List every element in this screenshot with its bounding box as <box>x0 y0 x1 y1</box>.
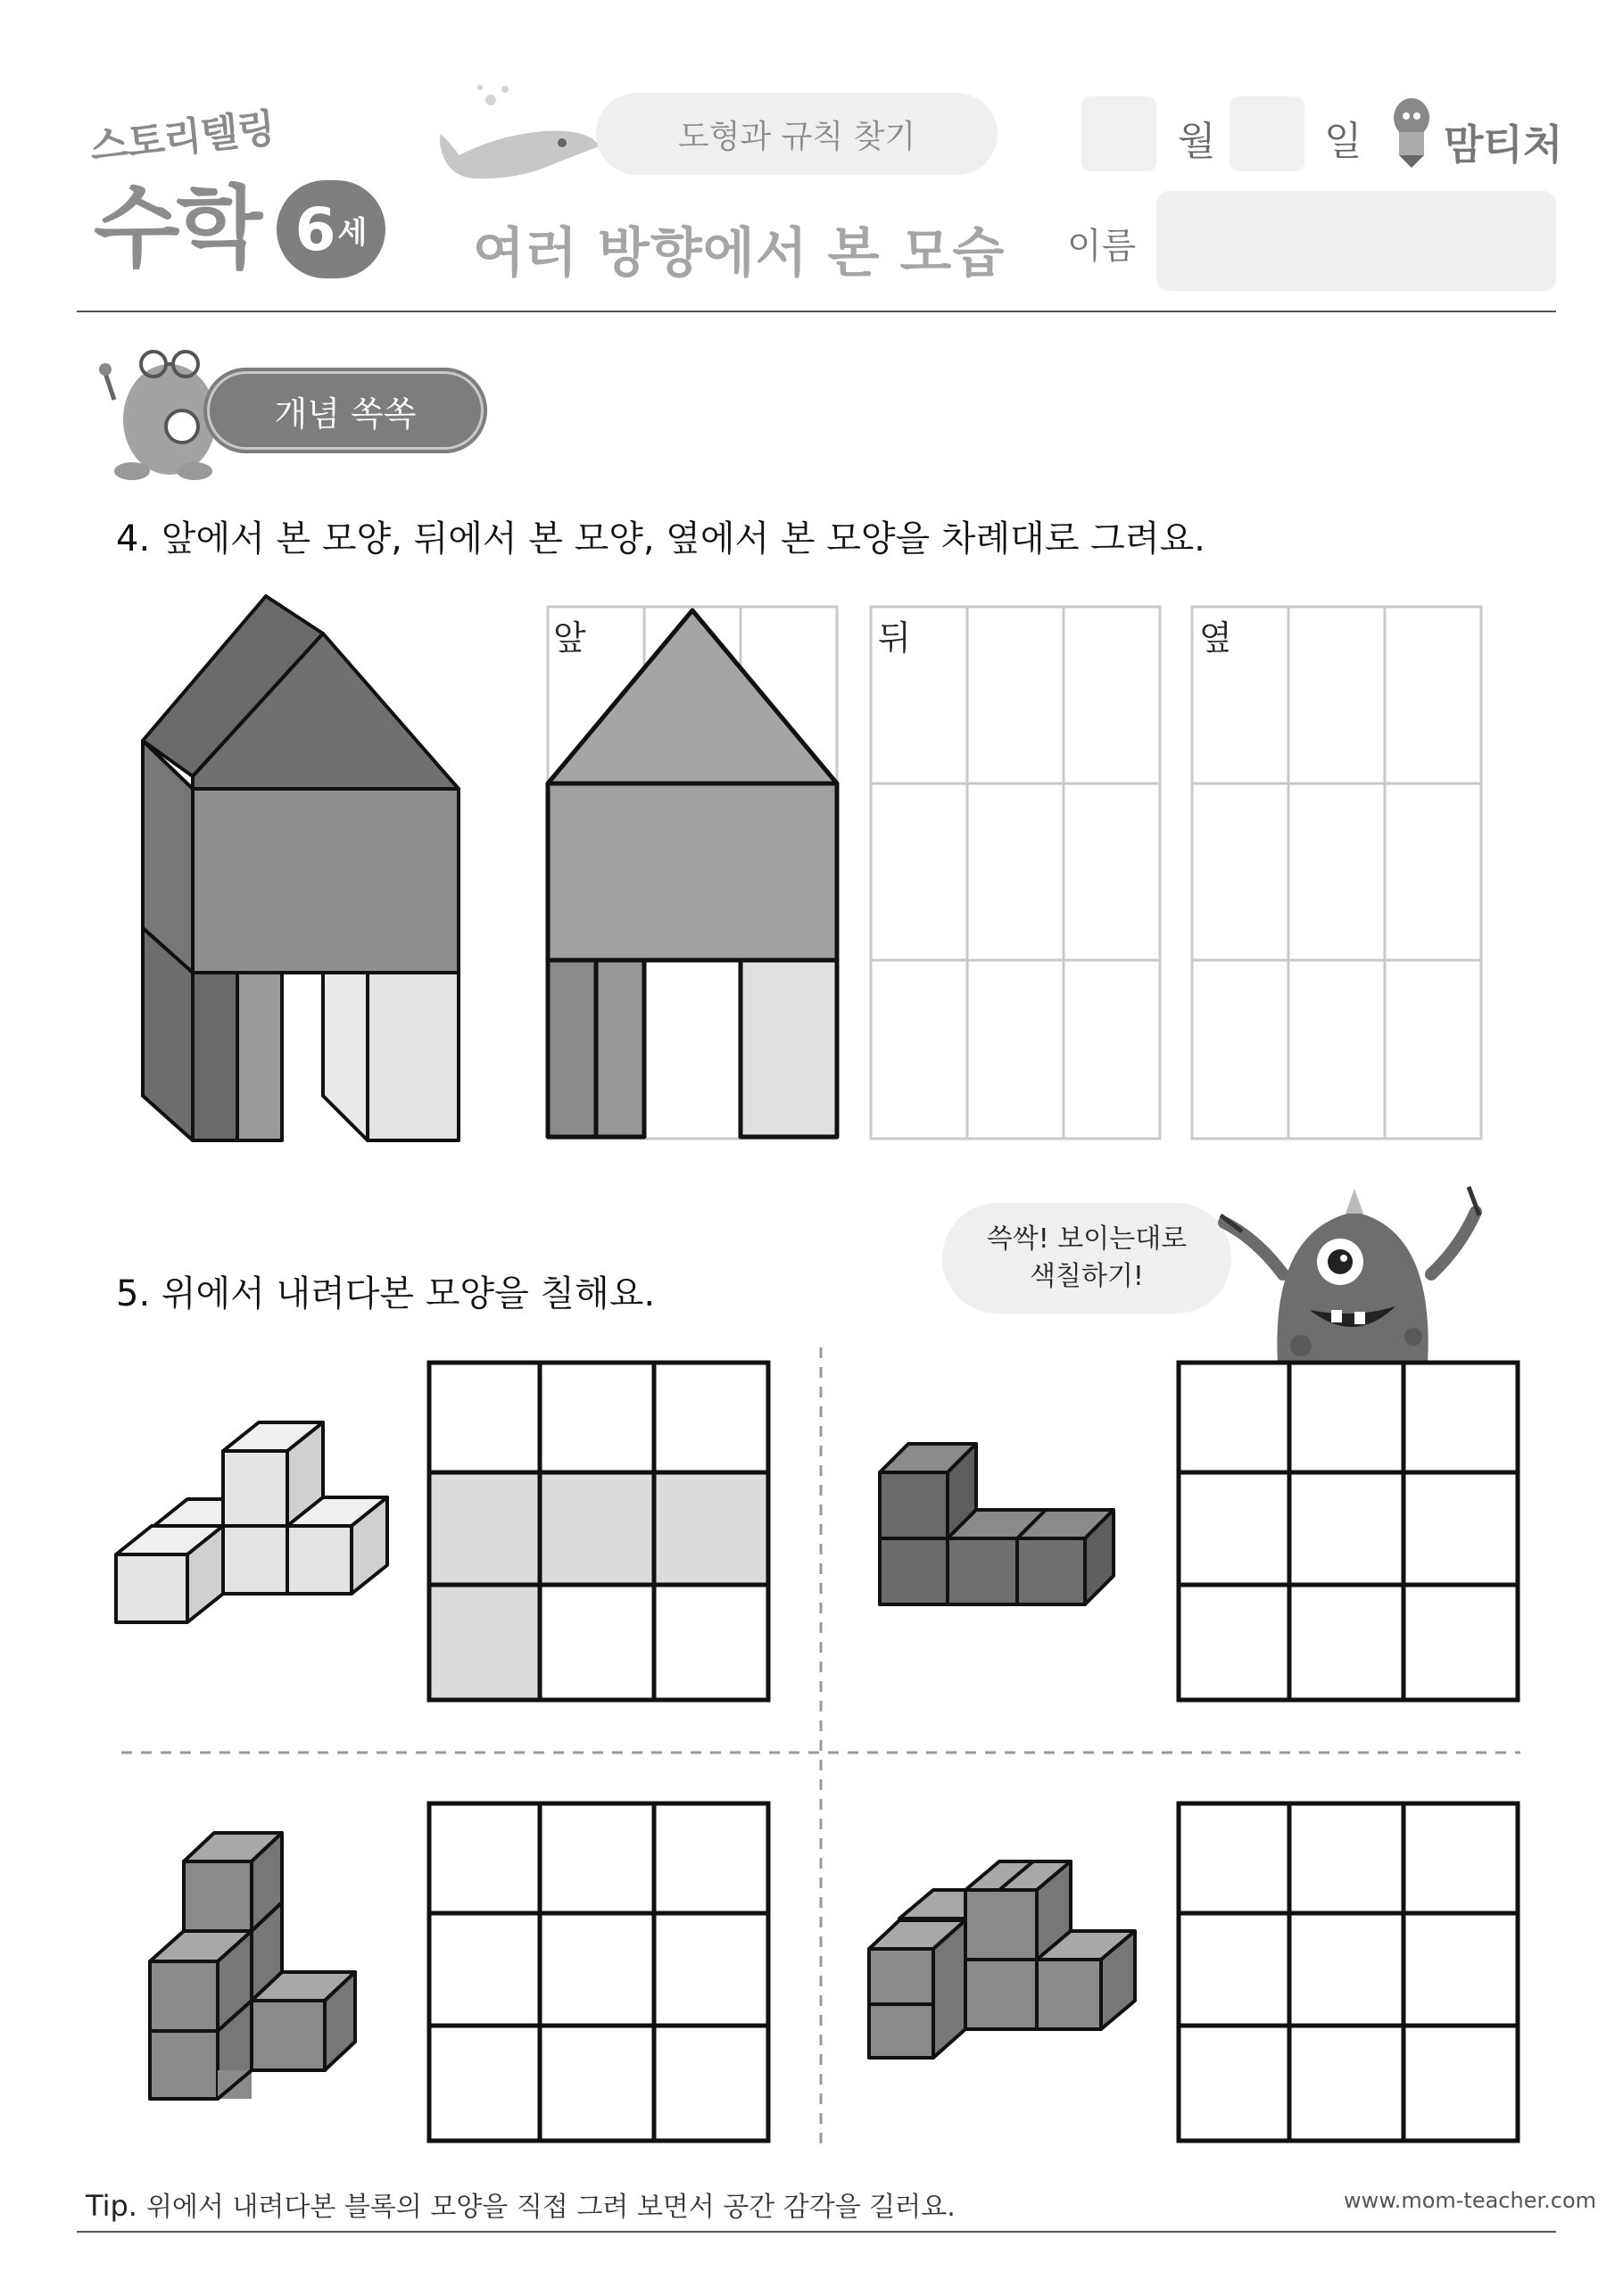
front-view-label: 앞 <box>553 618 586 658</box>
block-figure-1 <box>114 1419 400 1642</box>
section-label: 개념 쏙쏙 <box>203 368 487 453</box>
tip-text <box>86 2184 956 2224</box>
block-figure-4 <box>865 1858 1142 2063</box>
tip-label: Tip. <box>86 2189 137 2223</box>
age-number: 6 <box>294 195 336 264</box>
side-view-label: 옆 <box>1199 618 1232 658</box>
age-badge <box>277 180 385 278</box>
house-3d-figure <box>134 589 473 1151</box>
question-5: 5. 위에서 내려다본 모양을 칠해요. <box>116 1273 656 1314</box>
block-figure-3 <box>146 1824 369 2118</box>
whale-icon <box>437 82 607 189</box>
question-4: 4. 앞에서 본 모양, 뒤에서 본 모양, 옆에서 본 모양을 차례대로 그려요. <box>116 518 1205 559</box>
brand-logo: 맘티처 <box>1444 120 1563 169</box>
logo-title: 수학 <box>94 176 260 280</box>
month-field[interactable] <box>1081 96 1156 171</box>
monster-icon <box>1221 1176 1488 1364</box>
day-label: 일 <box>1324 119 1362 164</box>
site-url: www.mom-teacher.com <box>1344 2188 1597 2213</box>
age-unit: 세 <box>337 214 368 251</box>
tip-body: 위에서 내려다본 블록의 모양을 직접 그려 보면서 공간 감각을 길러요. <box>145 2192 956 2223</box>
month-label: 월 <box>1178 119 1216 164</box>
day-field[interactable] <box>1230 96 1304 171</box>
page-title: 여러 방향에서 본 모습 <box>473 222 1006 285</box>
speech-line-1: 쓱싹! 보이는대로 <box>986 1223 1188 1255</box>
header-divider <box>77 311 1556 312</box>
topic-label: 도형과 규칙 찾기 <box>596 93 998 175</box>
top-view-grid-4[interactable] <box>1176 1801 1520 2143</box>
speech-bubble <box>942 1203 1231 1314</box>
name-field[interactable] <box>1156 191 1556 291</box>
top-view-grid-2[interactable] <box>1176 1360 1520 1703</box>
front-view-grid[interactable] <box>546 605 840 1142</box>
logo-subtitle: 스토리텔링 <box>87 105 277 170</box>
side-view-grid[interactable] <box>1190 605 1485 1142</box>
pencil-icon <box>1388 96 1442 168</box>
block-figure-2 <box>878 1438 1119 1626</box>
back-view-grid[interactable] <box>869 605 1163 1142</box>
name-label: 이름 <box>1067 226 1137 267</box>
speech-line-2: 색칠하기! <box>1030 1261 1144 1292</box>
footer-divider <box>77 2231 1556 2233</box>
top-view-grid-3[interactable] <box>426 1801 771 2143</box>
top-view-grid-1[interactable] <box>426 1360 771 1703</box>
back-view-label: 뒤 <box>878 618 911 658</box>
